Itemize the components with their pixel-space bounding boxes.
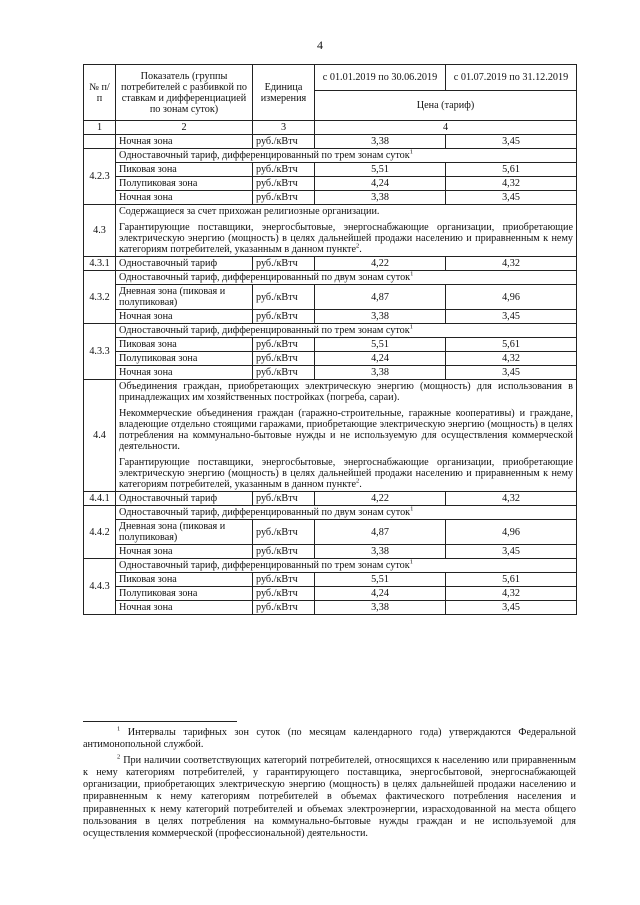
row-label: Ночная зона bbox=[116, 366, 253, 380]
table-row bbox=[84, 559, 577, 573]
footnote-ref: 1 bbox=[409, 323, 413, 331]
footnote-mark: 2 bbox=[117, 753, 121, 761]
price-period-2: 3,45 bbox=[446, 545, 577, 559]
row-unit: руб./кВтч bbox=[253, 601, 315, 615]
price-period-1: 5,51 bbox=[315, 573, 446, 587]
row-label: Одноставочный тариф bbox=[116, 257, 253, 271]
table-row bbox=[84, 506, 577, 520]
row-label: Пиковая зона bbox=[116, 163, 253, 177]
row-unit: руб./кВтч bbox=[253, 366, 315, 380]
subsection-title: Одноставочный тариф, дифференцированный по трем зонам суток$^1$ bbox=[116, 149, 577, 163]
column-index: 1 bbox=[84, 121, 116, 135]
price-period-2: 3,45 bbox=[446, 366, 577, 380]
row-unit: руб./кВтч bbox=[253, 573, 315, 587]
price-period-1: 4,24 bbox=[315, 177, 446, 191]
row-label: Ночная зона bbox=[116, 135, 253, 149]
row-unit: руб./кВтч bbox=[253, 545, 315, 559]
footnote-1: $^1$ Интервалы тарифных зон суток (по месяцам календарного года) утверждаются Федеральной антимонопольной службой. bbox=[83, 725, 577, 751]
row-label: Пиковая зона bbox=[116, 573, 253, 587]
table-row bbox=[84, 601, 577, 615]
subsection-title: Одноставочный тариф, дифференцированный по трем зонам суток$^1$ bbox=[116, 559, 577, 573]
header-num: № п/п bbox=[84, 65, 116, 121]
row-number: 4.4 bbox=[84, 380, 116, 492]
footnote-ref: 1 bbox=[410, 270, 414, 278]
price-period-1: 4,24 bbox=[315, 352, 446, 366]
table-row bbox=[84, 177, 577, 191]
table-row bbox=[84, 310, 577, 324]
footnote-ref: 1 bbox=[410, 505, 414, 513]
row-number: 4.3.2 bbox=[84, 271, 116, 324]
row-label: Одноставочный тариф bbox=[116, 492, 253, 506]
row-label: Полупиковая зона bbox=[116, 587, 253, 601]
footnote-ref: 2 bbox=[355, 477, 360, 485]
table-row bbox=[84, 492, 577, 506]
footnote-ref: 1 bbox=[409, 148, 413, 156]
description-paragraph: Некоммерческие объединения граждан (гаражно-строительные, гаражные кооперативы) и граждане, владеющие отдельно стоящими гаражами, приобретающие электрическую энергию (мощность) в целях потребления на коммунально-бытовые нужды и не используемую для осуществления коммерческой деятельности. bbox=[119, 408, 573, 452]
price-period-1: 3,38 bbox=[315, 545, 446, 559]
price-period-2: 3,45 bbox=[446, 135, 577, 149]
header-price: Цена (тариф) bbox=[315, 90, 577, 120]
table-row bbox=[84, 520, 577, 545]
page-number: 4 bbox=[317, 38, 323, 52]
price-period-1: 5,51 bbox=[315, 163, 446, 177]
table-row bbox=[84, 149, 577, 163]
header-unit: Единица измерения bbox=[253, 65, 315, 121]
row-unit: руб./кВтч bbox=[253, 285, 315, 310]
table-row bbox=[84, 587, 577, 601]
footnote-2: $^2$ При наличии соответствующих категорий потребителей, относящихся к населению или приравненным к нему категориям потребителей, у гарантирующего поставщика, энергосбытовой, энергоснабжающей организации, приобретающих электрическую энергию (мощность) в целях дальнейшей продажи населению и приравненным к нему категориям потребителей в объемах фактического потребления населения и приравненных к нему категорий потребителей и объемах электроэнергии, израсходованной на места общего пользования в целях потребления на коммунально-бытовые нужды граждан и не используемой для осуществления коммерческой (профессиональной) деятельности. bbox=[83, 753, 577, 840]
price-period-1: 4,22 bbox=[315, 492, 446, 506]
price-period-1: 4,87 bbox=[315, 520, 446, 545]
row-unit: руб./кВтч bbox=[253, 587, 315, 601]
row-unit: руб./кВтч bbox=[253, 177, 315, 191]
tariff-table bbox=[83, 64, 577, 615]
row-label: Ночная зона bbox=[116, 601, 253, 615]
table-row bbox=[84, 324, 577, 338]
row-number: 4.4.2 bbox=[84, 506, 116, 559]
column-index: 2 bbox=[116, 121, 253, 135]
table-row bbox=[84, 163, 577, 177]
row-unit: руб./кВтч bbox=[253, 310, 315, 324]
price-period-2: 3,45 bbox=[446, 191, 577, 205]
table-row bbox=[84, 191, 577, 205]
row-label: Ночная зона bbox=[116, 310, 253, 324]
price-period-2: 5,61 bbox=[446, 338, 577, 352]
table-row bbox=[84, 285, 577, 310]
footnote-separator bbox=[83, 721, 237, 722]
description-paragraph: Содержащиеся за счет прихожан религиозные организации. bbox=[119, 206, 380, 217]
price-period-2: 3,45 bbox=[446, 601, 577, 615]
column-index: 3 bbox=[253, 121, 315, 135]
row-unit: руб./кВтч bbox=[253, 163, 315, 177]
header-period-1: с 01.01.2019 по 30.06.2019 bbox=[315, 65, 446, 91]
price-period-2: 4,32 bbox=[446, 492, 577, 506]
row-unit: руб./кВтч bbox=[253, 492, 315, 506]
price-period-1: 3,38 bbox=[315, 366, 446, 380]
row-unit: руб./кВтч bbox=[253, 257, 315, 271]
row-number: 4.2.3 bbox=[84, 149, 116, 205]
table-row bbox=[84, 352, 577, 366]
row-unit: руб./кВтч bbox=[253, 338, 315, 352]
header-period-2: с 01.07.2019 по 31.12.2019 bbox=[446, 65, 577, 91]
row-number: 4.3 bbox=[84, 205, 116, 257]
footnote-ref: 1 bbox=[409, 558, 413, 566]
price-period-1: 5,51 bbox=[315, 338, 446, 352]
price-period-2: 4,96 bbox=[446, 285, 577, 310]
row-number: 4.4.3 bbox=[84, 559, 116, 615]
footnote-ref: 2 bbox=[355, 242, 360, 250]
description-paragraph: Объединения граждан, приобретающих электрическую энергию (мощность) для использования в принадлежащих им хозяйственных постройках (погреба, сараи). bbox=[119, 381, 573, 403]
price-period-2: 4,32 bbox=[446, 352, 577, 366]
subsection-title: Одноставочный тариф, дифференцированный по двум зонам суток$^1$ bbox=[116, 506, 577, 520]
price-period-2: 5,61 bbox=[446, 163, 577, 177]
row-number: 4.4.1 bbox=[84, 492, 116, 506]
row-label: Ночная зона bbox=[116, 191, 253, 205]
table-row bbox=[84, 380, 577, 492]
table-row bbox=[84, 338, 577, 352]
price-period-2: 5,61 bbox=[446, 573, 577, 587]
row-unit: руб./кВтч bbox=[253, 352, 315, 366]
footnotes bbox=[83, 727, 576, 844]
subsection-title: Одноставочный тариф, дифференцированный по двум зонам суток$^1$ bbox=[116, 271, 577, 285]
section-description bbox=[116, 205, 577, 257]
table-row bbox=[84, 366, 577, 380]
table-row bbox=[84, 257, 577, 271]
price-period-1: 3,38 bbox=[315, 135, 446, 149]
row-number: 4.3.3 bbox=[84, 324, 116, 380]
description-paragraph: Гарантирующие поставщики, энергосбытовые, энергоснабжающие организации, приобретающие электрическую энергию (мощность) в целях дальнейшей продажи населению и приравненным к нему категориям потребителей, указанным в данном пункте$^2$. bbox=[119, 222, 573, 255]
row-label: Полупиковая зона bbox=[116, 177, 253, 191]
price-period-2: 4,32 bbox=[446, 587, 577, 601]
row-number: 4.3.1 bbox=[84, 257, 116, 271]
column-index: 4 bbox=[315, 121, 577, 135]
table-row bbox=[84, 545, 577, 559]
price-period-1: 3,38 bbox=[315, 601, 446, 615]
price-period-1: 3,38 bbox=[315, 191, 446, 205]
header-indicator: Показатель (группы потребителей с разбивкой по ставкам и дифференциацией по зонам суток) bbox=[116, 65, 253, 121]
description-paragraph: Гарантирующие поставщики, энергосбытовые, энергоснабжающие организации, приобретающие электрическую энергию (мощность) в целях дальнейшей продажи населению и приравненным к нему категориям потребителей, указанным в данном пункте$^2$. bbox=[119, 457, 573, 490]
table-row bbox=[84, 573, 577, 587]
row-label: Пиковая зона bbox=[116, 338, 253, 352]
table-row bbox=[84, 135, 577, 149]
row-label: Ночная зона bbox=[116, 545, 253, 559]
price-period-1: 4,24 bbox=[315, 587, 446, 601]
subsection-title: Одноставочный тариф, дифференцированный по трем зонам суток$^1$ bbox=[116, 324, 577, 338]
row-unit: руб./кВтч bbox=[253, 135, 315, 149]
section-description bbox=[116, 380, 577, 492]
row-label: Дневная зона (пиковая и полупиковая) bbox=[116, 520, 253, 545]
row-unit: руб./кВтч bbox=[253, 520, 315, 545]
table-row bbox=[84, 271, 577, 285]
row-unit: руб./кВтч bbox=[253, 191, 315, 205]
row-label: Дневная зона (пиковая и полупиковая) bbox=[116, 285, 253, 310]
price-period-2: 4,32 bbox=[446, 177, 577, 191]
footnote-mark: 1 bbox=[117, 725, 121, 733]
price-period-1: 4,87 bbox=[315, 285, 446, 310]
table-row bbox=[84, 205, 577, 257]
price-period-2: 4,96 bbox=[446, 520, 577, 545]
price-period-1: 3,38 bbox=[315, 310, 446, 324]
price-period-2: 3,45 bbox=[446, 310, 577, 324]
price-period-1: 4,22 bbox=[315, 257, 446, 271]
row-label: Полупиковая зона bbox=[116, 352, 253, 366]
price-period-2: 4,32 bbox=[446, 257, 577, 271]
